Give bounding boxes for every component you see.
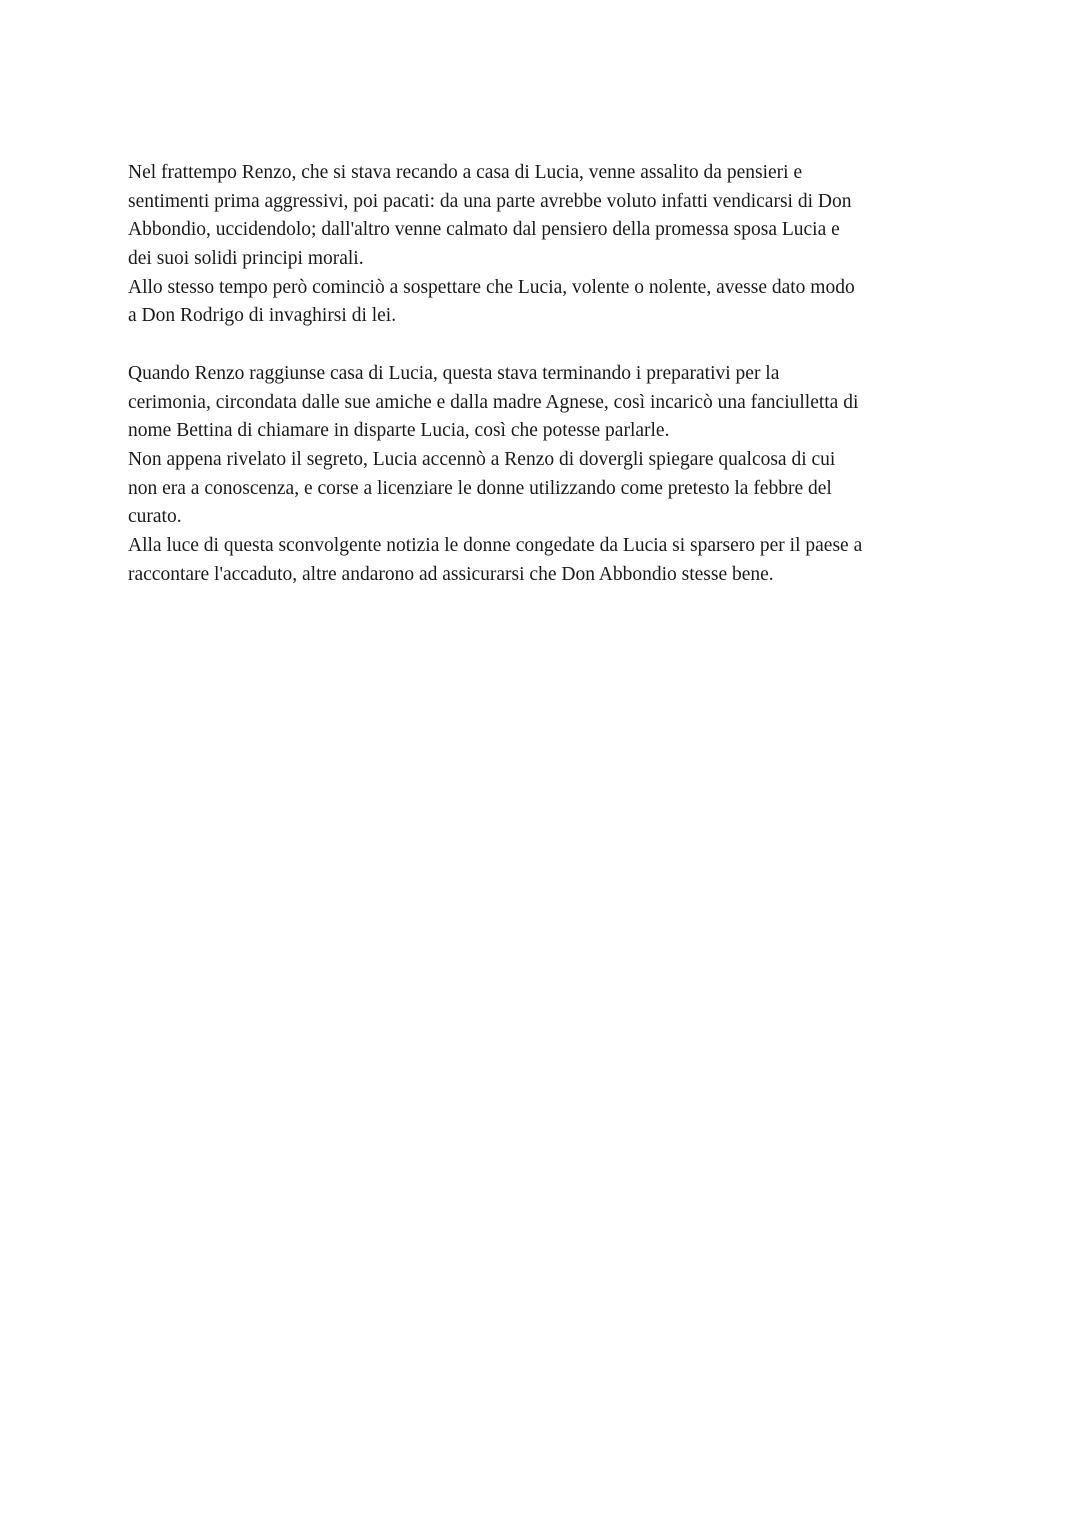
text-line: Non appena rivelato il segreto, Lucia accennò a Renzo di dovergli spiegare qualcosa di cui bbox=[128, 448, 836, 470]
text-line: Allo stesso tempo però cominciò a sospettare che Lucia, volente o nolente, avesse dato modo bbox=[128, 276, 855, 298]
text-line: sentimenti prima aggressivi, poi pacati: da una parte avrebbe voluto infatti vendicarsi di Don bbox=[128, 190, 852, 212]
paragraph-spacer bbox=[128, 331, 958, 360]
paragraph bbox=[128, 532, 958, 589]
paragraph bbox=[128, 274, 958, 331]
text-line: Nel frattempo Renzo, che si stava recando a casa di Lucia, venne assalito da pensieri e bbox=[128, 162, 803, 183]
paragraph bbox=[128, 446, 958, 532]
text-line: cerimonia, circondata dalle sue amiche e dalla madre Agnese, così incaricò una fanciulletta di bbox=[128, 391, 859, 413]
text-line: curato. bbox=[128, 506, 182, 528]
paragraph bbox=[128, 159, 958, 274]
text-line: Quando Renzo raggiunse casa di Lucia, questa stava terminando i preparativi per la bbox=[128, 362, 780, 384]
text-line: non era a conoscenza, e corse a licenziare le donne utilizzando come pretesto la febbre del bbox=[128, 477, 832, 499]
document-body bbox=[128, 159, 958, 589]
text-line: Abbondio, uccidendolo; dall'altro venne calmato dal pensiero della promessa sposa Lucia e bbox=[128, 219, 840, 241]
text-line: raccontare l'accaduto, altre andarono ad assicurarsi che Don Abbondio stesse bene. bbox=[128, 563, 774, 585]
text-line: dei suoi solidi principi morali. bbox=[128, 248, 364, 270]
text-line: a Don Rodrigo di invaghirsi di lei. bbox=[128, 305, 397, 327]
text-line: nome Bettina di chiamare in disparte Lucia, così che potesse parlarle. bbox=[128, 420, 670, 442]
paragraph bbox=[128, 360, 958, 446]
text-line: Alla luce di questa sconvolgente notizia le donne congedate da Lucia si sparsero per il paese a bbox=[128, 534, 863, 556]
